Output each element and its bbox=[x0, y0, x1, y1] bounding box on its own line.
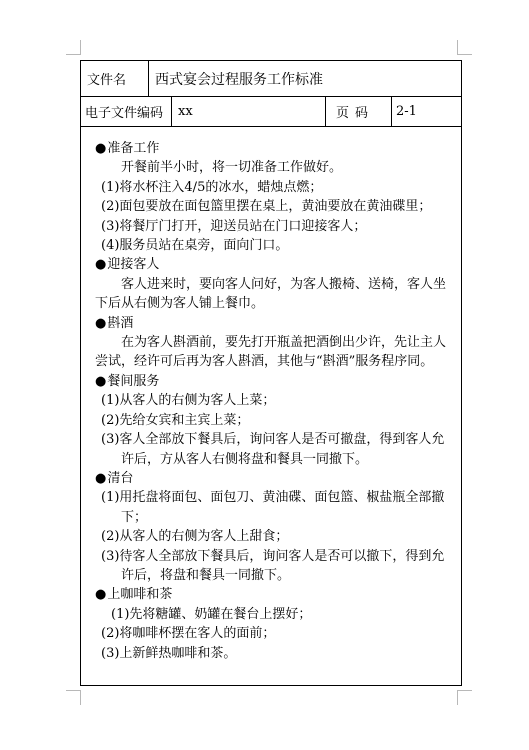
crop-mark-bottom-left bbox=[66, 690, 81, 705]
page-value: 2-1 bbox=[396, 104, 417, 119]
section-intro: 客人进来时，要向客人问好，为客人搬椅、送椅，客人坐下后从右侧为客人铺上餐巾。 bbox=[95, 276, 447, 312]
list-item: (3)客人全部放下餐具后，询问客人是否可撤盘，得到客人允许后，方从客人右侧将盘和餐具一同撤下。 bbox=[101, 432, 445, 467]
section-title: 准备工作 bbox=[107, 141, 160, 156]
code-label: 电子文件编码 bbox=[81, 97, 172, 126]
crop-mark-top-left bbox=[66, 40, 81, 55]
crop-mark-top-right bbox=[457, 40, 472, 55]
list-item: (3)待客人全部放下餐具后，询问客人是否可以撤下，得到允许后，将盘和餐具一同撤下。 bbox=[101, 548, 445, 583]
list-item: (4)服务员站在桌旁，面向门口。 bbox=[101, 238, 289, 254]
section-title: 斟酒 bbox=[107, 315, 134, 331]
list-item: (1)用托盘将面包、面包刀、黄油碟、面包篮、椒盐瓶全部撤下； bbox=[101, 490, 445, 525]
header-row-code bbox=[81, 97, 461, 127]
header-row-file-name bbox=[81, 61, 461, 97]
section-title: 迎接客人 bbox=[107, 257, 160, 273]
section-heading bbox=[95, 585, 451, 604]
list-item: (3)将餐厅门打开，迎送员站在门口迎接客人； bbox=[101, 218, 367, 234]
section-title: 餐间服务 bbox=[107, 373, 160, 389]
bullet-icon: ● bbox=[95, 470, 107, 486]
section-title: 清台 bbox=[107, 470, 134, 486]
page-label: 页码 bbox=[326, 97, 392, 126]
bullet-icon: ● bbox=[95, 257, 107, 273]
list-item: (2)面包要放在面包篮里摆在桌上，黄油要放在黄油碟里； bbox=[101, 199, 432, 215]
content-body bbox=[81, 127, 461, 663]
section-heading bbox=[95, 255, 451, 274]
file-name-value: 西式宴会过程服务工作标准 bbox=[155, 71, 323, 88]
bullet-icon: ● bbox=[95, 315, 107, 331]
section-intro: 开餐前半小时，将一切准备工作做好。 bbox=[121, 160, 343, 176]
file-name-label: 文件名 bbox=[81, 61, 149, 96]
section-heading bbox=[95, 139, 451, 158]
list-item: (2)从客人的右侧为客人上甜食； bbox=[101, 529, 289, 545]
list-item: (1)将水杯注入4/5的冰水，蜡烛点燃； bbox=[101, 179, 323, 195]
section-title: 上咖啡和茶 bbox=[107, 587, 173, 603]
section-heading bbox=[95, 372, 451, 391]
list-item: (2)先给女宾和主宾上菜； bbox=[101, 412, 250, 428]
section-heading bbox=[95, 314, 451, 333]
list-item: (3)上新鲜热咖啡和茶。 bbox=[101, 645, 237, 661]
list-item: (1)先将糖罐、奶罐在餐台上摆好； bbox=[111, 606, 312, 622]
list-item: (1)从客人的右侧为客人上菜； bbox=[101, 393, 276, 409]
crop-mark-bottom-right bbox=[457, 690, 472, 705]
bullet-icon: ● bbox=[95, 587, 107, 603]
section-intro: 在为客人斟酒前，要先打开瓶盖把酒倒出少许，先让主人尝试，经许可后再为客人斟酒，其他与“斟酒”服务程序同。 bbox=[95, 335, 447, 370]
section-heading bbox=[95, 469, 451, 488]
code-value: xx bbox=[172, 97, 326, 126]
standard-form-table bbox=[80, 60, 462, 686]
bullet-icon: ● bbox=[95, 141, 107, 156]
bullet-icon: ● bbox=[95, 373, 107, 389]
list-item: (2)将咖啡杯摆在客人的面前； bbox=[101, 626, 276, 642]
